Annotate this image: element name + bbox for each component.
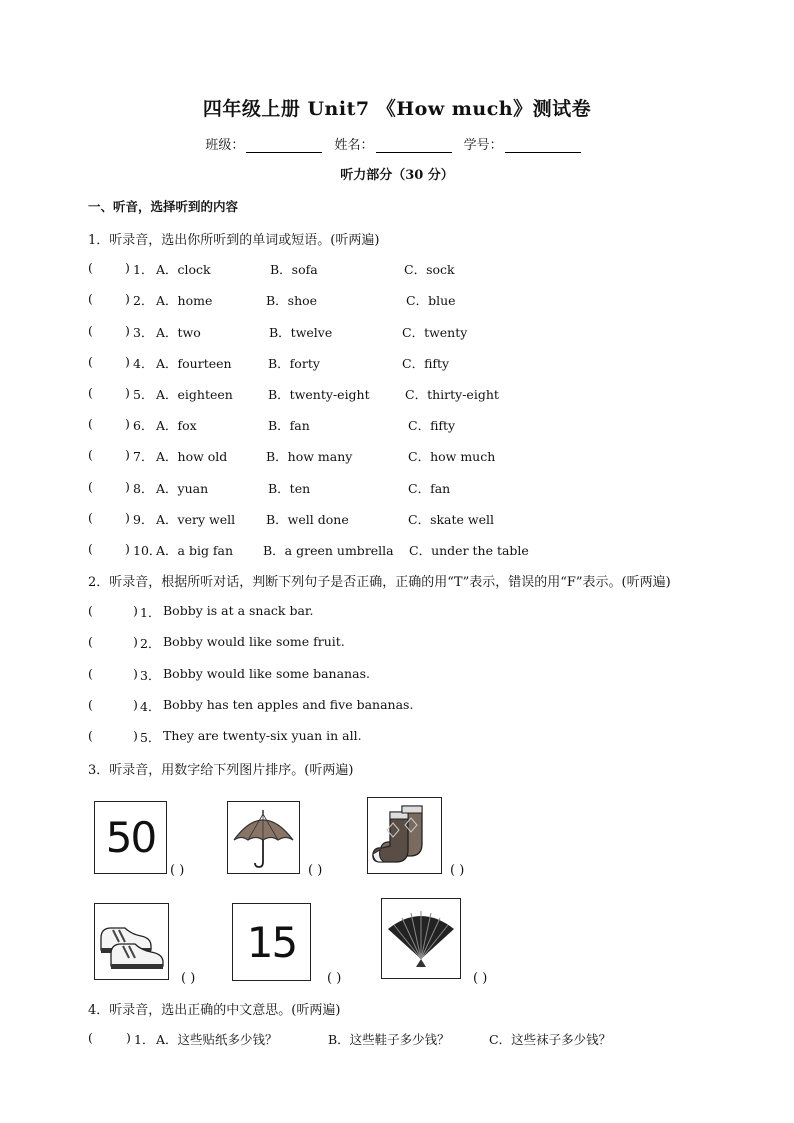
q1-question-row <box>88 510 688 528</box>
name-label: 姓名： <box>334 138 374 153</box>
name-blank[interactable] <box>376 138 452 153</box>
fan-icon <box>382 899 460 978</box>
option-a[interactable]: A．这些贴纸多少钱？ <box>156 1032 278 1047</box>
statement-number: 5． <box>140 730 161 745</box>
q2-statement-row <box>88 603 588 621</box>
answer-blank[interactable]: ( ) <box>450 863 465 878</box>
class-blank[interactable] <box>246 138 322 153</box>
answer-paren-close[interactable]: ) <box>125 323 130 338</box>
option-b[interactable]: B．twenty-eight <box>268 387 370 402</box>
statement-number: 3． <box>140 668 161 683</box>
answer-paren-close[interactable]: ) <box>125 416 130 431</box>
option-b[interactable]: B．forty <box>268 356 320 371</box>
option-a[interactable]: A．fox <box>156 418 197 433</box>
option-a[interactable]: A．a big fan <box>156 543 234 558</box>
answer-paren-open[interactable]: ( <box>88 416 93 431</box>
q3-instruction: 3．听录音，用数字给下列图片排序。(听两遍) <box>88 763 354 778</box>
socks-picture <box>367 797 442 874</box>
option-b[interactable]: B．a green umbrella <box>263 543 394 558</box>
option-c[interactable]: C．how much <box>408 449 496 464</box>
answer-paren-open[interactable]: ( <box>88 1030 93 1045</box>
q1-question-row <box>88 416 688 434</box>
question-number: 1． <box>134 1032 155 1047</box>
option-c[interactable]: C．这些袜子多少钱？ <box>489 1032 612 1047</box>
answer-paren-close[interactable]: ) <box>125 354 130 369</box>
page-title: 四年级上册 Unit7 《How much》测试卷 <box>202 98 592 120</box>
statement-text: Bobby has ten apples and five bananas. <box>163 697 414 712</box>
option-a[interactable]: A．how old <box>156 449 228 464</box>
answer-paren-close[interactable]: ) <box>125 510 130 525</box>
q1-question-row <box>88 354 688 372</box>
option-b[interactable]: B．twelve <box>269 325 333 340</box>
answer-paren-open[interactable]: ( <box>88 634 93 649</box>
answer-paren-close[interactable]: ) <box>133 728 138 743</box>
statement-number: 4． <box>140 699 161 714</box>
class-label: 班级： <box>205 138 245 153</box>
section-subtitle: 听力部分（30 分） <box>340 168 454 183</box>
statement-text: They are twenty-six yuan in all. <box>163 728 362 743</box>
statement-text: Bobby would like some bananas. <box>163 666 370 681</box>
option-c[interactable]: C．fifty <box>402 356 450 371</box>
answer-blank[interactable]: ( ) <box>170 863 185 878</box>
id-blank[interactable] <box>505 138 581 153</box>
option-a[interactable]: A．two <box>156 325 201 340</box>
q1-question-row <box>88 291 688 309</box>
q1-instruction: 1．听录音，选出你所听到的单词或短语。(听两遍) <box>88 233 380 248</box>
option-b[interactable]: B．ten <box>268 481 311 496</box>
option-c[interactable]: C．blue <box>406 293 456 308</box>
answer-paren-close[interactable]: ) <box>126 1030 131 1045</box>
q1-question-row <box>88 541 688 559</box>
statement-text: Bobby would like some fruit. <box>163 634 345 649</box>
answer-paren-close[interactable]: ) <box>125 385 130 400</box>
option-c[interactable]: C．sock <box>404 262 455 277</box>
q4-instruction: 4．听录音，选出正确的中文意思。(听两遍) <box>88 1003 341 1018</box>
question-number: 5． <box>133 387 154 402</box>
q2-statement-row <box>88 697 588 715</box>
shoes-picture <box>94 903 169 980</box>
q2-statement-row <box>88 728 588 746</box>
answer-paren-open[interactable]: ( <box>88 728 93 743</box>
answer-paren-open[interactable]: ( <box>88 354 93 369</box>
answer-paren-open[interactable]: ( <box>88 510 93 525</box>
question-number: 3． <box>133 325 154 340</box>
question-number: 10． <box>133 543 162 558</box>
answer-paren-open[interactable]: ( <box>88 603 93 618</box>
answer-paren-close[interactable]: ) <box>133 697 138 712</box>
answer-paren-open[interactable]: ( <box>88 697 93 712</box>
answer-paren-open[interactable]: ( <box>88 447 93 462</box>
option-b[interactable]: B．这些鞋子多少钱？ <box>328 1032 450 1047</box>
option-b[interactable]: B．sofa <box>270 262 318 277</box>
option-a[interactable]: A．clock <box>156 262 211 277</box>
option-a[interactable]: A．home <box>156 293 213 308</box>
option-c[interactable]: C．thirty-eight <box>405 387 499 402</box>
statement-text: Bobby is at a snack bar. <box>163 603 314 618</box>
answer-paren-open[interactable]: ( <box>88 666 93 681</box>
q1-question-row <box>88 479 688 497</box>
answer-paren-open[interactable]: ( <box>88 260 93 275</box>
option-a[interactable]: A．fourteen <box>156 356 232 371</box>
q1-question-row <box>88 385 688 403</box>
shoes-icon <box>95 904 168 979</box>
option-b[interactable]: B．well done <box>266 512 349 527</box>
question-number: 7． <box>133 449 154 464</box>
q2-instruction: 2．听录音，根据所听对话，判断下列句子是否正确，正确的用“T”表示，错误的用“F”表示。(听两遍) <box>88 575 671 590</box>
option-b[interactable]: B．fan <box>268 418 310 433</box>
option-a[interactable]: A．yuan <box>156 481 209 496</box>
umbrella-icon <box>228 802 299 873</box>
answer-paren-close[interactable]: ) <box>125 260 130 275</box>
q2-statement-row <box>88 666 588 684</box>
q1-question-row <box>88 260 688 278</box>
id-label: 学号： <box>463 138 503 153</box>
student-info-line <box>0 134 794 153</box>
answer-blank[interactable]: ( ) <box>473 971 488 986</box>
option-b[interactable]: B．how many <box>266 449 353 464</box>
answer-blank[interactable]: ( ) <box>327 971 342 986</box>
answer-paren-close[interactable]: ) <box>133 666 138 681</box>
statement-number: 1． <box>140 605 161 620</box>
option-b[interactable]: B．shoe <box>266 293 318 308</box>
q4-question-row <box>88 1030 648 1048</box>
q2-statement-row <box>88 634 588 652</box>
answer-paren-open[interactable]: ( <box>88 323 93 338</box>
option-c[interactable]: C．skate well <box>408 512 494 527</box>
statement-number: 2． <box>140 636 161 651</box>
answer-paren-open[interactable]: ( <box>88 541 93 556</box>
answer-paren-close[interactable]: ) <box>125 291 130 306</box>
answer-blank[interactable]: ( ) <box>308 863 323 878</box>
umbrella-picture <box>227 801 300 874</box>
option-c[interactable]: C．fan <box>408 481 451 496</box>
option-a[interactable]: A．eighteen <box>156 387 233 402</box>
answer-paren-close[interactable]: ) <box>133 634 138 649</box>
q1-question-row <box>88 323 688 341</box>
answer-blank[interactable]: ( ) <box>181 971 196 986</box>
answer-paren-close[interactable]: ) <box>125 447 130 462</box>
option-c[interactable]: C．under the table <box>409 543 529 558</box>
fan-picture <box>381 898 461 979</box>
question-number: 8． <box>133 481 154 496</box>
option-c[interactable]: C．fifty <box>408 418 456 433</box>
question-number: 2． <box>133 293 154 308</box>
question-number: 6． <box>133 418 154 433</box>
section-heading: 一、听音，选择听到的内容 <box>88 199 239 214</box>
question-number: 1． <box>133 262 154 277</box>
question-number: 4． <box>133 356 154 371</box>
q1-question-row <box>88 447 688 465</box>
answer-paren-close[interactable]: ) <box>133 603 138 618</box>
option-a[interactable]: A．very well <box>156 512 236 527</box>
answer-paren-open[interactable]: ( <box>88 479 93 494</box>
socks-icon <box>368 798 441 873</box>
option-c[interactable]: C．twenty <box>402 325 468 340</box>
answer-paren-close[interactable]: ) <box>125 541 130 556</box>
answer-paren-close[interactable]: ) <box>125 479 130 494</box>
number-15-picture: 15 <box>232 903 311 981</box>
answer-paren-open[interactable]: ( <box>88 291 93 306</box>
number-50-picture: 50 <box>94 801 167 874</box>
question-number: 9． <box>133 512 154 527</box>
answer-paren-open[interactable]: ( <box>88 385 93 400</box>
